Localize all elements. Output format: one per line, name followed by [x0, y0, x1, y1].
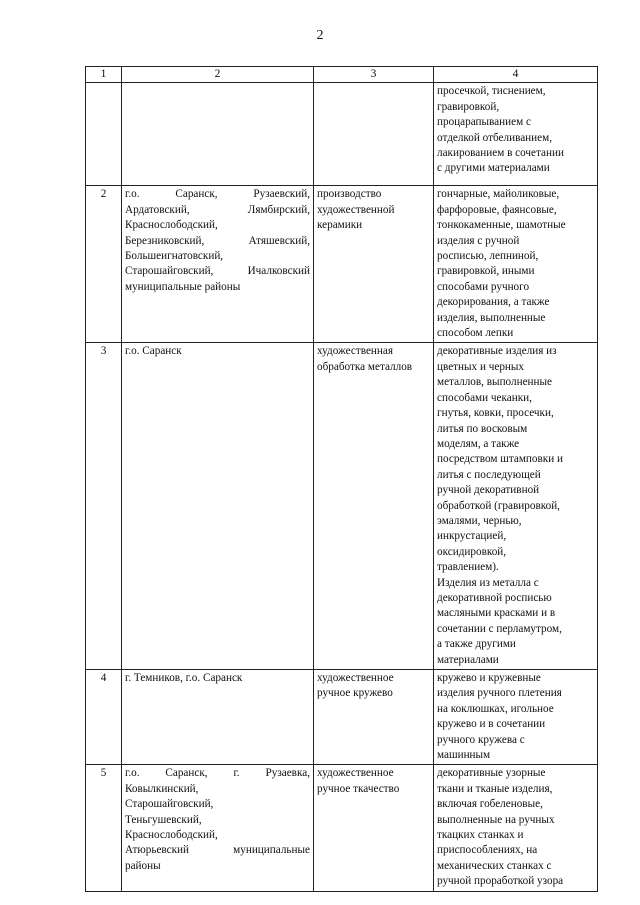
products-cell: кружево и кружевные изделия ручного плетения на коклюшках, игольное кружево и в сочетании ручного кружева с машинным	[434, 670, 598, 765]
region-line: Ковылкинский,	[125, 782, 199, 795]
row-number	[86, 83, 122, 186]
column-header: 1	[86, 67, 122, 83]
row-number: 2	[86, 186, 122, 343]
region-line: Старошайговский, Ичалковский	[125, 265, 310, 278]
region-line: Теньгушевский,	[125, 813, 202, 826]
craft-cell	[314, 83, 434, 186]
regions-cell	[122, 83, 314, 186]
region-line: г.о. Саранск	[125, 345, 182, 358]
products-cell: декоративные изделия из цветных и черных металлов, выполненные способами чеканки, гнутья, ковки, просечки, литья по восковым моделям, а также посредством штамповки и литья с последующей ручной декоративной обработкой (гравировкой, эмалями, чернью, инкрустацией, оксидировкой, травлением). Изделия из металла с декоративной росписью масляными красками и в сочетании с перламутром, а также другими материалами	[434, 343, 598, 670]
region-line: г.о. Саранск, Рузаевский,	[125, 188, 310, 201]
table-row	[86, 343, 598, 670]
region-line: Атюрьевский муниципальные	[125, 844, 310, 857]
row-number: 3	[86, 343, 122, 670]
regions-cell	[122, 765, 314, 891]
craft-cell: художественная обработка металлов	[314, 343, 434, 670]
products-cell: декоративные узорные ткани и тканые изделия, включая гобеленовые, выполненные на ручных ткацких станках и приспособлениях, на механических станках с ручной проработкой узора	[434, 765, 598, 891]
crafts-table	[85, 66, 598, 892]
table-row	[86, 765, 598, 891]
table-row	[86, 670, 598, 765]
region-line: муниципальные районы	[125, 280, 241, 293]
column-header: 3	[314, 67, 434, 83]
region-line: Большеигнатовский,	[125, 250, 224, 263]
products-cell: просечкой, тиснением, гравировкой, процарапыванием с отделкой отбеливанием, лакированием в сочетании с другими материалами	[434, 83, 598, 186]
regions-cell	[122, 343, 314, 670]
table-row	[86, 83, 598, 186]
row-number: 4	[86, 670, 122, 765]
region-line: Краснослободский,	[125, 829, 218, 842]
regions-cell	[122, 670, 314, 765]
craft-cell: художественное ручное ткачество	[314, 765, 434, 891]
table-header-row	[86, 67, 598, 83]
column-header: 4	[434, 67, 598, 83]
region-line: Березниковский, Атяшевский,	[125, 234, 310, 247]
region-line: Ардатовский, Лямбирский,	[125, 203, 310, 216]
region-line: г. Темников, г.о. Саранск	[125, 672, 243, 684]
craft-cell: художественное ручное кружево	[314, 670, 434, 765]
column-header: 2	[122, 67, 314, 83]
products-cell: гончарные, майоликовые, фарфоровые, фаянсовые, тонкокаменные, шамотные изделия с ручной росписью, лепниной, гравировкой, иными способами ручного декорирования, а также изделия, выполненные способом лепки	[434, 186, 598, 343]
table-row	[86, 186, 598, 343]
region-line: районы	[125, 859, 161, 872]
regions-cell	[122, 186, 314, 343]
region-line: г.о. Саранск, г. Рузаевка,	[125, 767, 310, 780]
region-line: Старошайговский,	[125, 798, 214, 811]
region-line: Краснослободский,	[125, 219, 218, 232]
row-number: 5	[86, 765, 122, 891]
page-number: 2	[316, 28, 324, 43]
craft-cell: производство художественной керамики	[314, 186, 434, 343]
